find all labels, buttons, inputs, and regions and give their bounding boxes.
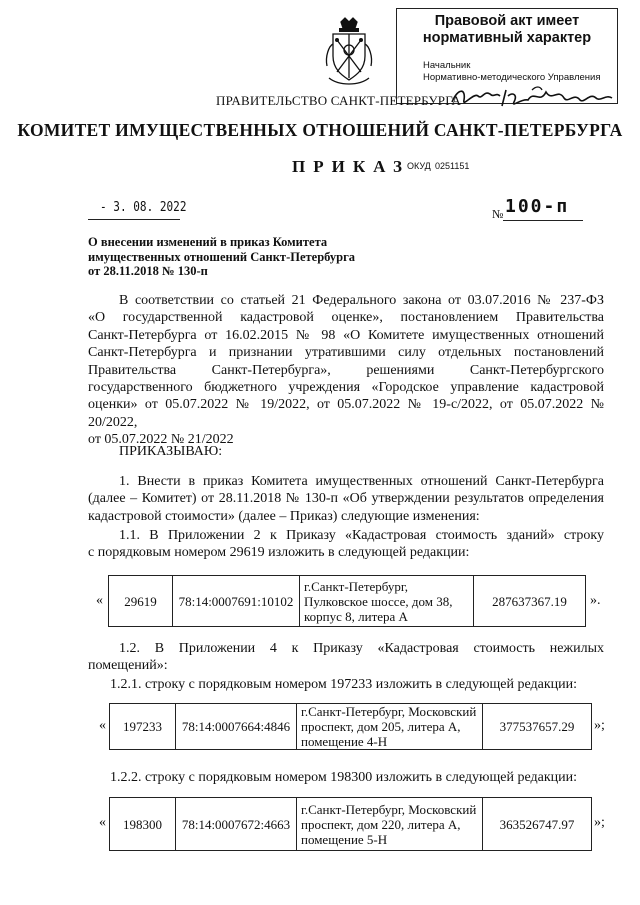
table3 [109, 797, 592, 851]
subject-line: имущественных отношений Санкт-Петербурга [88, 249, 356, 264]
government-name: ПРАВИТЕЛЬСТВО САНКТ-ПЕТЕРБУРГА [216, 93, 462, 108]
table1-quote-open: « [96, 593, 103, 608]
table-row [110, 798, 592, 851]
stamp-title-line1: Правовой акт имеет [434, 13, 580, 29]
preamble-line: Санкт-Петербурга от 16.02.2015 № 98 «О Комитете имущественных отношений [88, 327, 604, 343]
table2-quote-open: « [99, 718, 106, 733]
clause-1-line: 1. Внести в приказ Комитета имущественных отношений Санкт-Петербурга [119, 474, 604, 489]
address-cell: г.Санкт-Петербург, Московский проспект, дом 220, литера А, помещение 5-Н [297, 798, 483, 851]
document-subject [88, 235, 408, 279]
stamp-title [397, 13, 617, 47]
cadastral-number-cell: 78:14:0007664:4846 [176, 704, 297, 750]
clause-1-2-1-line: 1.2.1. строку с порядковым номером 197233 изложить в следующей редакции: [110, 677, 578, 692]
clause-1-2-1 [110, 676, 604, 693]
clause-1-2-line: 1.2. В Приложении 4 к Приказу «Кадастровая стоимость нежилых [119, 641, 604, 656]
address-cell: г.Санкт-Петербург, Московский проспект, дом 205, литера А, помещение 4-Н [297, 704, 483, 750]
cadastral-number-cell: 78:14:0007672:4663 [176, 798, 297, 851]
row-number-cell: 197233 [110, 704, 176, 750]
stamp-title-line2: нормативный характер [422, 30, 592, 46]
clause-1-2 [88, 640, 604, 675]
number-underline [503, 220, 583, 221]
table-row [110, 704, 592, 750]
table3-quote-open: « [99, 815, 106, 830]
clause-1-2-2-line: 1.2.2. строку с порядковым номером 198300 изложить в следующей редакции: [110, 770, 578, 785]
row-number-cell: 29619 [109, 576, 173, 627]
handwritten-signature [448, 82, 616, 112]
preamble-line: В соответствии со статьей 21 Федерального закона от 03.07.2016 № 237-ФЗ [119, 293, 604, 308]
okud-code: 0251151 [435, 161, 470, 171]
subject-line: О внесении изменений в приказ Комитета [88, 235, 328, 249]
clause-1-2-line: помещений»: [88, 658, 168, 674]
number-prefix: № [492, 207, 504, 221]
date-underline [88, 219, 180, 220]
clause-1-1-line: с порядковым номером 29619 изложить в следующей редакции: [88, 545, 470, 561]
stamp-sub-line1: Начальник [423, 60, 471, 71]
row-number-cell: 198300 [110, 798, 176, 851]
clause-1-1 [88, 527, 604, 562]
preamble-line: от 05.07.2022 № 21/2022 [88, 432, 234, 448]
cadastral-value-cell: 377537657.29 [483, 704, 592, 750]
preamble-line: государственного бюджетного учреждения «Городское управление кадастровой [88, 380, 604, 396]
table2-quote-close: »; [594, 718, 605, 733]
preamble-line: Правительства Санкт-Петербурга», решениями Санкт-Петербургского [88, 362, 604, 378]
table1-quote-close: ». [590, 593, 601, 608]
clause-1 [88, 473, 604, 525]
stamp-sub-line2: Нормативно-методического Управления [423, 72, 601, 83]
table-row [109, 576, 586, 627]
clause-1-line: (далее – Комитет) от 28.11.2018 № 130-п «Об утверждении результатов определения [88, 491, 604, 507]
preamble-line: оценки» от 05.07.2022 № 19/2022, от 05.07.2022 № 19-с/2022, от 05.07.2022 № 20/2022, [88, 397, 604, 430]
cadastral-number-cell: 78:14:0007691:10102 [173, 576, 300, 627]
table1 [108, 575, 586, 627]
cadastral-value-cell: 287637367.19 [474, 576, 586, 627]
clause-1-1-line: 1.1. В Приложении 2 к Приказу «Кадастровая стоимость зданий» строку [119, 528, 604, 543]
preamble-paragraph [88, 292, 604, 449]
table2 [109, 703, 592, 750]
document-date: - 3. 08. 2022 [100, 200, 187, 215]
stamp-subtitle [423, 60, 600, 84]
clause-1-line: кадастровой стоимости» (далее – Приказ) следующие изменения: [88, 508, 480, 524]
city-coat-of-arms-icon [319, 16, 379, 90]
okud-label: ОКУД [407, 161, 431, 171]
table3-quote-close: »; [594, 815, 605, 830]
preamble-line: «О государственной кадастровой оценке», постановлением Правительства [88, 310, 604, 326]
committee-name: КОМИТЕТ ИМУЩЕСТВЕННЫХ ОТНОШЕНИЙ САНКТ-ПЕТЕРБУРГА [17, 120, 623, 140]
preamble-line: Санкт-Петербурга и признании утратившими силу отдельных постановлений [88, 345, 604, 361]
address-cell: г.Санкт-Петербург, Пулковское шоссе, дом 38, корпус 8, литера А [300, 576, 474, 627]
document-type: ПРИКАЗ [292, 157, 410, 176]
subject-line: от 28.11.2018 № 130-п [88, 264, 208, 278]
cadastral-value-cell: 363526747.97 [483, 798, 592, 851]
document-number: 100-п [505, 196, 570, 217]
clause-1-2-2 [110, 769, 604, 786]
order-word: ПРИКАЗЫВАЮ: [119, 444, 223, 459]
